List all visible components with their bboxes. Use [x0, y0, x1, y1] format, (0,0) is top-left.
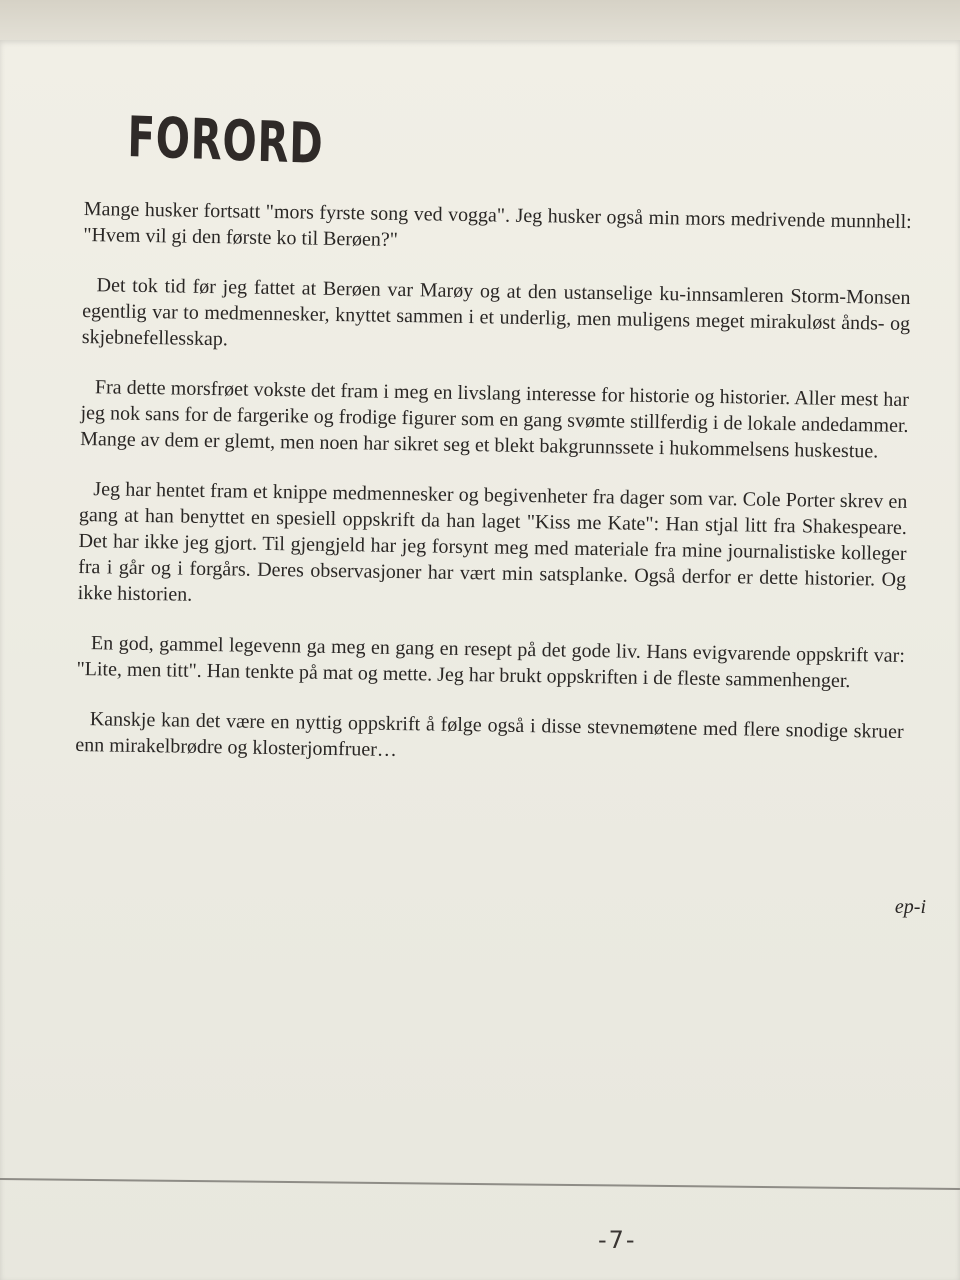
paragraph-3: Fra dette morsfrøet vokste det fram i meg en livslang interesse for historie og historier. Aller mest har jeg nok sans for de fargerike og frodige figurer som en gang svømte stillferdig i de lokale andedammer. Mange av dem er glemt, men noen har sikret seg et blekt bakgrunnssete i hukommelsens huskestue. — [80, 376, 910, 463]
paragraph-6: Kanskje kan det være en nyttig oppskrift å følge også i disse stevnemøtene med flere snodige skruer enn mirakelbrødre og klosterjomfruer… — [75, 708, 904, 761]
paragraph-5: En god, gammel legevenn ga meg en gang en resept på det gode liv. Hans evigvarende oppskrift var: "Lite, men titt". Han tenkte på mat og mette. Jeg har brukt oppskriften i de fleste sammenhenger. — [76, 632, 906, 693]
paragraph-4: Jeg har hentet fram et knippe medmennesker og begivenheter fra dager som var. Cole Porter skrev en gang at han benyttet en spesiell oppskrift da han laget "Kiss me Kate": Han stjal litt fra Shakespeare. Det har ikke jeg gjort. Til gjengjeld har jeg forsynt meg med materiale fra mine journalistiske kolleger fra i går og i forgårs. Deres observasjoner har vært min satsplanke. Også derfor er dette historier. Og ikke historien. — [77, 478, 908, 606]
page-number: -7- — [598, 1226, 637, 1254]
body-text — [75, 196, 912, 795]
paragraph-1: Mange husker fortsatt "mors fyrste song ved vogga". Jeg husker også min mors medrivende munnhell: "Hvem vil gi den første ko til Berøen?" — [83, 197, 912, 251]
footer-divider — [0, 1178, 960, 1190]
author-signature: ep-i — [894, 896, 926, 918]
page-top-edge — [0, 0, 960, 44]
paragraph-2: Det tok tid før jeg fattet at Berøen var Marøy og at den ustanselige ku-innsamleren Storm-Monsen egentlig var to medmennesker, knyttet sammen i et underlig, men muligens meget mirakuløst ånds- og skjebnefellesskap. — [81, 274, 911, 351]
book-page — [0, 40, 960, 1280]
chapter-title: FORORD — [126, 105, 325, 178]
